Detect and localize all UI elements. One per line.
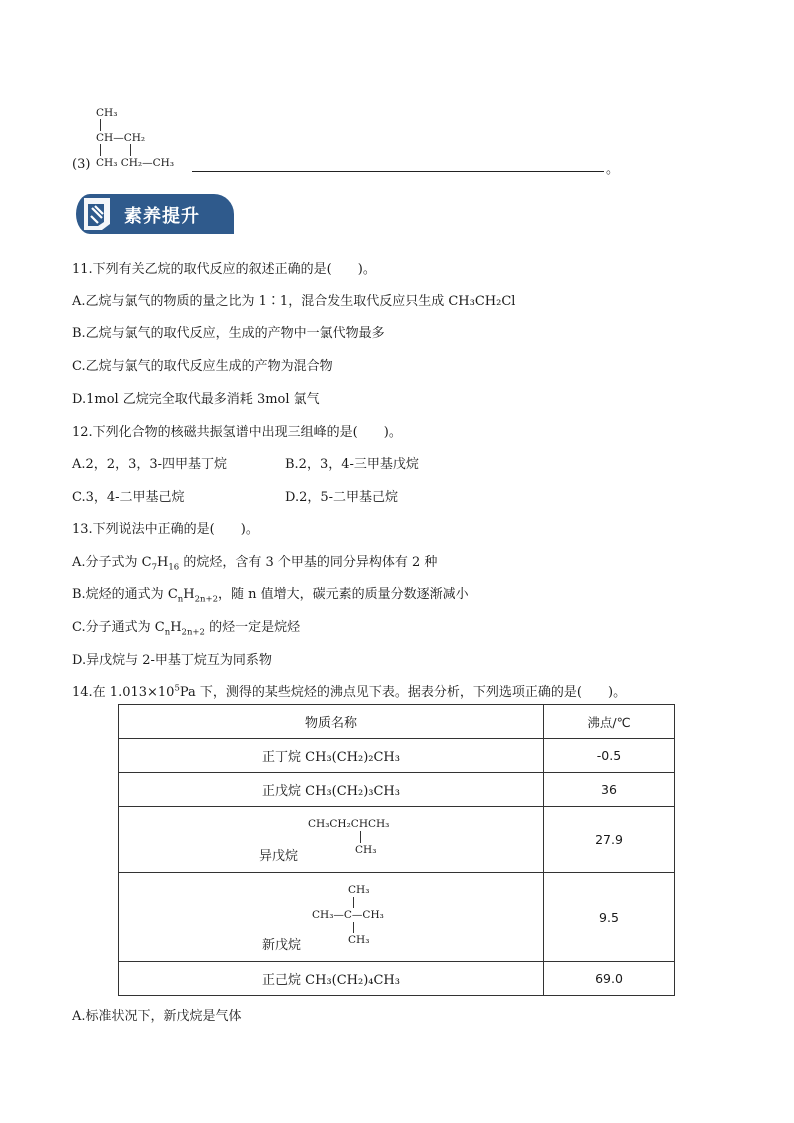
bond-line [353,922,354,933]
q12-option-d[interactable]: D.2，5-二甲基己烷 [285,490,399,505]
cell-name [119,807,544,873]
q13-stem: 13.下列说法中正确的是( )。 [72,522,259,537]
subscript: n [177,594,184,605]
table-row [119,739,675,773]
subscript: 16 [168,562,180,573]
part-number: (3) [72,157,91,172]
formula-bottom: CH₃ [355,844,377,856]
subscript: n [164,627,171,638]
text: 的烃一定是烷烃 [204,620,301,635]
q13-option-d[interactable]: D.异戊烷与 2-甲基丁烷互为同系物 [72,653,272,668]
q11-option-a[interactable]: A.乙烷与氯气的物质的量之比为 1∶1，混合发生取代反应只生成 CH₃CH₂Cl [72,294,516,309]
header-bp: 沸点/℃ [544,705,675,739]
text: H [157,555,169,570]
q13-option-b[interactable] [72,583,469,605]
section-title: 素养提升 [124,206,200,227]
answer-blank[interactable] [192,171,604,172]
text: H [183,587,195,602]
header-name: 物质名称 [119,705,544,739]
cell-bp: 9.5 [544,873,675,962]
q11-option-d[interactable]: D.1mol 乙烷完全取代最多消耗 3mol 氯气 [72,392,320,407]
bond-line [353,897,354,908]
formula-mid: CH₃—C—CH₃ [312,909,384,921]
q12-option-b[interactable]: B.2，3，4-三甲基戊烷 [285,457,419,472]
table-row [119,773,675,807]
q13-option-a[interactable] [72,551,437,573]
cell-bp: 27.9 [544,807,675,873]
bond-line [100,119,101,131]
compound-name: 新戊烷 [262,938,302,953]
table-row [119,873,675,962]
cell-name: 正丁烷 CH₃(CH₂)₂CH₃ [119,739,544,773]
struct-ch-ch2: CH—CH₂ [96,132,146,144]
text: 14.在 1.013×10 [72,685,175,700]
formula-top: CH₃ [348,884,370,896]
table-header-row [119,705,675,739]
text: Pa 下，测得的某些烷烃的沸点见下表。据表分析，下列选项正确的是( )。 [179,685,627,700]
cell-bp: 36 [544,773,675,807]
end-mark: 。 [606,162,620,177]
q12-stem: 12.下列化合物的核磁共振氢谱中出现三组峰的是( )。 [72,425,402,440]
cell-name: 正己烷 CH₃(CH₂)₄CH₃ [119,962,544,996]
q11-option-c[interactable]: C.乙烷与氯气的取代反应生成的产物为混合物 [72,359,333,374]
text: B.烷烃的通式为 C [72,587,178,602]
boiling-point-table [118,704,675,996]
q11-stem: 11.下列有关乙烷的取代反应的叙述正确的是( )。 [72,262,376,277]
cell-name [119,873,544,962]
text: A.分子式为 C [72,555,152,570]
struct-bottom: CH₃ CH₂—CH₃ [96,157,175,169]
q14-stem [72,681,626,700]
cell-bp: 69.0 [544,962,675,996]
compound-name: 异戊烷 [259,849,299,864]
subscript: 7 [151,562,158,573]
cell-bp: -0.5 [544,739,675,773]
subscript: 2n+2 [181,627,205,638]
text: ，随 n 值增大，碳元素的质量分数逐渐减小 [218,587,469,602]
subscript: 2n+2 [194,594,219,605]
bond-line [130,144,131,156]
q13-option-c[interactable] [72,616,300,638]
bond-line [100,144,101,156]
superscript: 5 [174,683,180,694]
formula-top: CH₃CH₂CHCH₃ [308,818,390,830]
bond-line [360,831,361,843]
text: C.分子通式为 C [72,620,165,635]
table-row [119,807,675,873]
formula-bottom: CH₃ [348,934,370,946]
cell-name: 正戊烷 CH₃(CH₂)₃CH₃ [119,773,544,807]
text: 的烷烃，含有 3 个甲基的同分异构体有 2 种 [179,555,438,570]
text: H [170,620,182,635]
q12-option-a[interactable]: A.2，2，3，3-四甲基丁烷 [72,457,227,472]
q11-option-b[interactable]: B.乙烷与氯气的取代反应，生成的产物中一氯代物最多 [72,326,385,341]
struct-top-ch3: CH₃ [96,107,118,119]
q12-option-c[interactable]: C.3，4-二甲基己烷 [72,490,185,505]
q14-option-a[interactable]: A.标准状况下，新戊烷是气体 [72,1009,242,1024]
table-row [119,962,675,996]
